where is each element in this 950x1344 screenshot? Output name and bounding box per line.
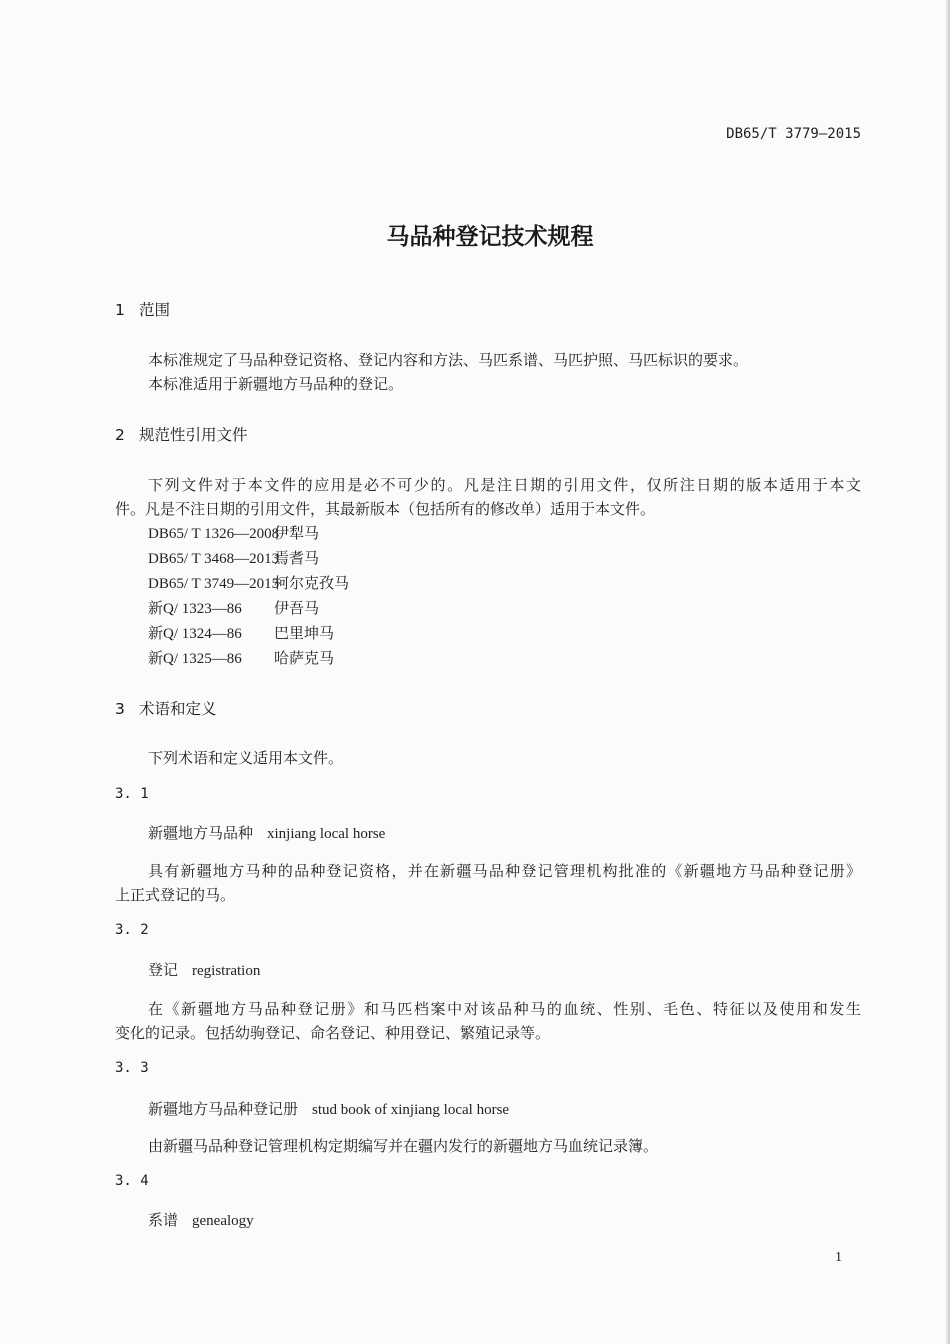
section-2-heading: [115, 423, 248, 445]
reference-code: 新Q/ 1324—86: [148, 626, 242, 642]
term-definition-line: 在《新疆地方马品种登记册》和马匹档案中对该品种马的血统、性别、毛色、特征以及使用和发生: [148, 1000, 861, 1018]
term-heading: [148, 1209, 254, 1230]
term-number: 3. 3: [115, 1060, 149, 1076]
paragraph: 本标准规定了马品种登记资格、登记内容和方法、马匹系谱、马匹护照、马匹标识的要求。: [148, 351, 749, 369]
page-number: 1: [835, 1250, 842, 1265]
reference-item: [148, 622, 334, 643]
reference-name: 哈萨克马: [274, 649, 335, 667]
term-english: registration: [192, 963, 261, 979]
reference-code: DB65/ T 1326—2008: [148, 526, 280, 542]
section-title: 术语和定义: [139, 700, 217, 718]
document-code: DB65/T 3779—2015: [726, 126, 861, 142]
paragraph-line: 件。凡是不注日期的引用文件，其最新版本（包括所有的修改单）适用于本文件。: [115, 500, 656, 518]
paragraph: 本标准适用于新疆地方马品种的登记。: [148, 375, 404, 393]
term-english: xinjiang local horse: [267, 826, 386, 842]
reference-name: 伊吾马: [274, 599, 320, 617]
section-1-heading: [115, 298, 170, 320]
term-chinese: 新疆地方马品种登记册: [148, 1100, 299, 1118]
term-definition-line: 由新疆马品种登记管理机构定期编写并在疆内发行的新疆地方马血统记录簿。: [148, 1137, 659, 1155]
reference-item: [148, 572, 349, 593]
section-number: 3: [115, 700, 125, 718]
term-chinese: 登记: [148, 961, 179, 979]
reference-code: 新Q/ 1325—86: [148, 651, 242, 667]
section-number: 2: [115, 426, 125, 444]
term-definition-line: 上正式登记的马。: [115, 886, 236, 904]
reference-name: 焉耆马: [274, 549, 320, 567]
reference-name: 伊犁马: [274, 524, 320, 542]
term-heading: [148, 1098, 509, 1119]
section-number: 1: [115, 301, 125, 319]
term-definition-line: 变化的记录。包括幼驹登记、命名登记、种用登记、繁殖记录等。: [115, 1024, 551, 1042]
term-english: stud book of xinjiang local horse: [312, 1102, 510, 1118]
paragraph-line: 下列文件对于本文件的应用是必不可少的。凡是注日期的引用文件，仅所注日期的版本适用于本文: [148, 476, 861, 494]
term-number: 3. 2: [115, 922, 149, 938]
page-title: 马品种登记技术规程: [386, 224, 594, 250]
section-title: 规范性引用文件: [139, 426, 248, 444]
reference-name: 巴里坤马: [274, 624, 335, 642]
term-chinese: 系谱: [148, 1211, 179, 1229]
reference-code: DB65/ T 3749—2015: [148, 576, 280, 592]
reference-item: [148, 647, 334, 668]
section-title: 范围: [139, 301, 171, 319]
term-english: genealogy: [192, 1213, 254, 1229]
reference-name: 柯尔克孜马: [274, 574, 350, 592]
term-heading: [148, 959, 260, 980]
term-definition-line: 具有新疆地方马种的品种登记资格，并在新疆马品种登记管理机构批准的《新疆地方马品种登记册》: [148, 862, 861, 880]
term-number: 3. 1: [115, 786, 149, 802]
reference-item: [148, 522, 319, 543]
term-number: 3. 4: [115, 1173, 149, 1189]
reference-code: DB65/ T 3468—2013: [148, 551, 280, 567]
section-3-heading: [115, 697, 217, 719]
scan-edge: [946, 0, 950, 1344]
term-heading: [148, 822, 385, 843]
reference-item: [148, 597, 319, 618]
term-chinese: 新疆地方马品种: [148, 824, 254, 842]
reference-item: [148, 547, 319, 568]
paragraph: 下列术语和定义适用本文件。: [148, 749, 344, 767]
reference-code: 新Q/ 1323—86: [148, 601, 242, 617]
